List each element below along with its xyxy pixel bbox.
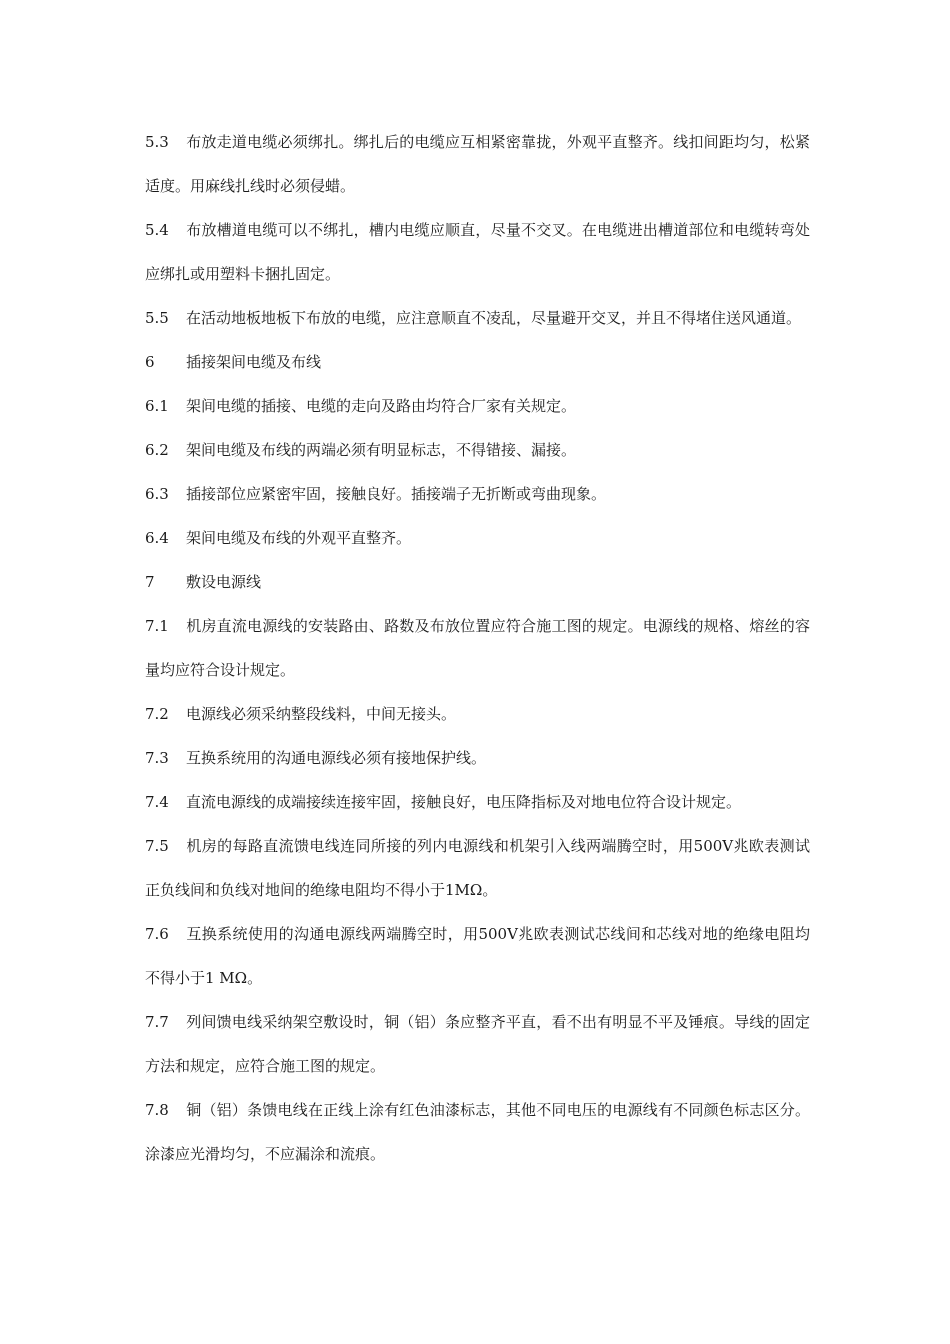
clause-6-2 [145,428,810,472]
clause-number: 7.2 [145,705,169,723]
clause-5-5 [145,296,810,340]
clause-number: 7.3 [145,749,169,767]
document-body [145,120,810,1176]
clause-7-8 [145,1088,810,1176]
clause-7-6 [145,912,810,1000]
clause-text: 架间电缆及布线的外观平直整齐。 [186,529,412,547]
clause-6-1 [145,384,810,428]
clause-text: 列间馈电线采纳架空敷设时，铜（铝）条应整齐平直，看不出有明显不平及锤痕。导线的固定方法和规定，应符合施工图的规定。 [145,1013,810,1075]
section-6-heading [145,340,810,384]
section-number: 7 [145,573,155,591]
clause-number: 7.8 [145,1101,169,1119]
clause-text: 架间电缆及布线的两端必须有明显标志，不得错接、漏接。 [186,441,577,459]
clause-5-4 [145,208,810,296]
clause-number: 5.4 [145,221,169,239]
clause-6-4 [145,516,810,560]
clause-number: 6.3 [145,485,169,503]
clause-text: 直流电源线的成端接续连接牢固，接触良好，电压降指标及对地电位符合设计规定。 [186,793,742,811]
clause-text: 布放槽道电缆可以不绑扎，槽内电缆应顺直，尽量不交叉。在电缆进出槽道部位和电缆转弯处应绑扎或用塑料卡捆扎固定。 [145,221,810,283]
clause-text: 机房的每路直流馈电线连同所接的列内电源线和机架引入线两端腾空时，用500V兆欧表测试正负线间和负线对地间的绝缘电阻均不得小于1MΩ。 [145,837,810,899]
clause-text: 互换系统使用的沟通电源线两端腾空时，用500V兆欧表测试芯线间和芯线对地的绝缘电阻均不得小于1 MΩ。 [145,925,810,987]
clause-number: 6.1 [145,397,169,415]
clause-6-3 [145,472,810,516]
clause-number: 7.5 [145,837,169,855]
clause-7-3 [145,736,810,780]
clause-number: 5.5 [145,309,169,327]
clause-7-1 [145,604,810,692]
clause-number: 7.7 [145,1013,169,1031]
clause-7-2 [145,692,810,736]
clause-text: 架间电缆的插接、电缆的走向及路由均符合厂家有关规定。 [186,397,577,415]
clause-text: 电源线必须采纳整段线料，中间无接头。 [186,705,457,723]
clause-text: 铜（铝）条馈电线在正线上涂有红色油漆标志，其他不同电压的电源线有不同颜色标志区分。涂漆应光滑均匀，不应漏涂和流痕。 [145,1101,810,1163]
clause-text: 在活动地板地板下布放的电缆，应注意顺直不凌乱，尽量避开交叉，并且不得堵住送风通道。 [186,309,802,327]
clause-number: 5.3 [145,133,169,151]
clause-number: 7.4 [145,793,169,811]
clause-text: 机房直流电源线的安装路由、路数及布放位置应符合施工图的规定。电源线的规格、熔丝的容量均应符合设计规定。 [145,617,810,679]
section-number: 6 [145,353,155,371]
clause-number: 6.4 [145,529,169,547]
section-title: 敷设电源线 [186,573,262,591]
clause-text: 布放走道电缆必须绑扎。绑扎后的电缆应互相紧密靠拢，外观平直整齐。线扣间距均匀，松紧适度。用麻线扎线时必须侵蜡。 [145,133,810,195]
clause-number: 7.6 [145,925,169,943]
clause-text: 互换系统用的沟通电源线必须有接地保护线。 [186,749,487,767]
clause-7-4 [145,780,810,824]
clause-5-3 [145,120,810,208]
clause-text: 插接部位应紧密牢固，接触良好。插接端子无折断或弯曲现象。 [186,485,607,503]
clause-number: 7.1 [145,617,169,635]
section-7-heading [145,560,810,604]
section-title: 插接架间电缆及布线 [186,353,322,371]
clause-number: 6.2 [145,441,169,459]
clause-7-7 [145,1000,810,1088]
clause-7-5 [145,824,810,912]
